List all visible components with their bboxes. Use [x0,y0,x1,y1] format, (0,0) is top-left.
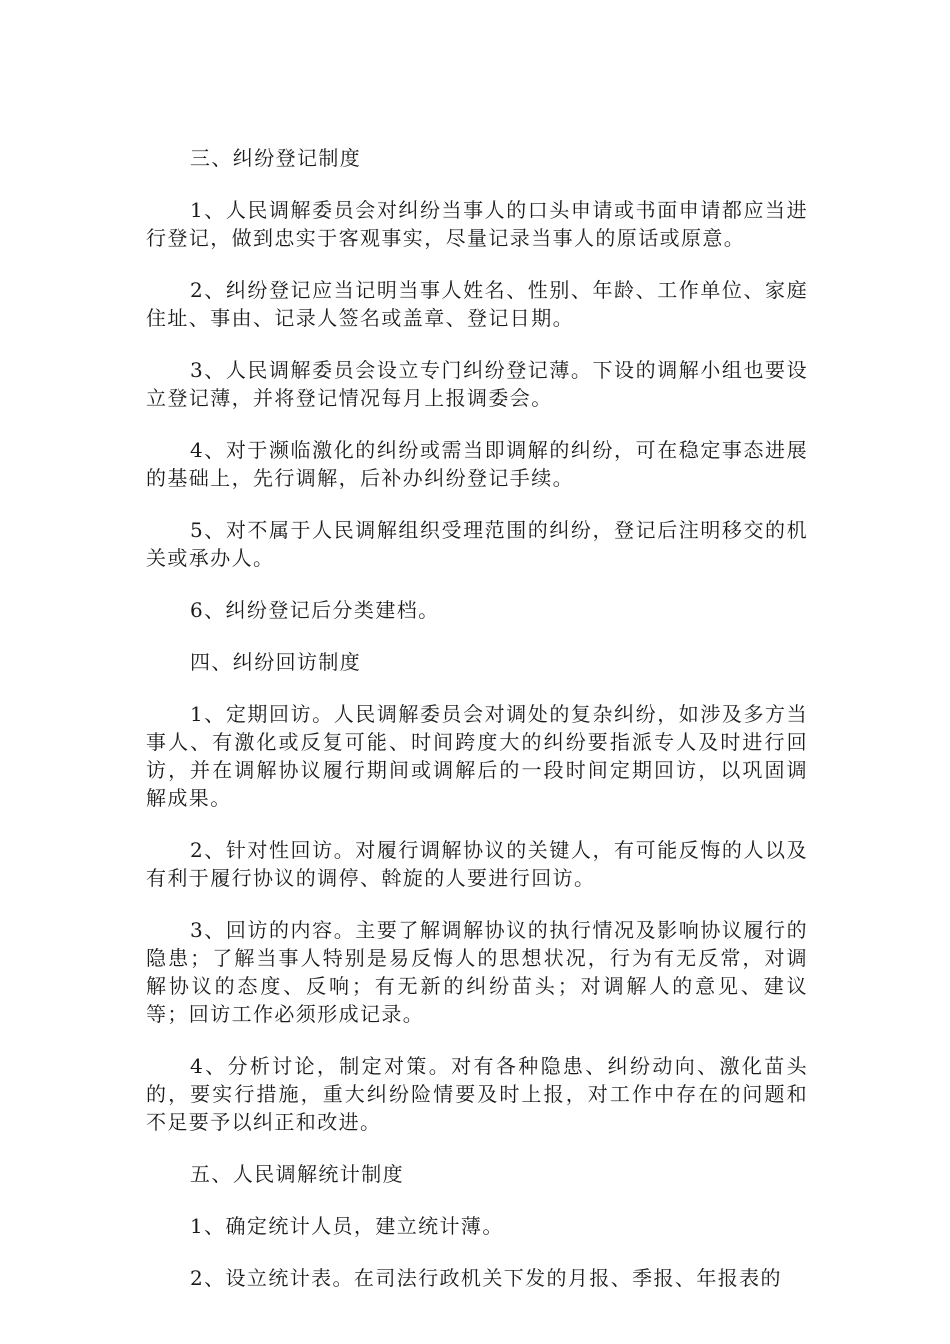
section-heading-dispute-registration: 三、纠纷登记制度 [190,146,362,170]
paragraph: 4、对于濒临激化的纠纷或需当即调解的纠纷，可在稳定事态进展的基础上，先行调解，后补办纠纷登记手续。 [146,438,808,490]
document-body [146,144,808,1316]
paragraph: 2、纠纷登记应当记明当事人姓名、性别、年龄、工作单位、家庭住址、事由、记录人签名或盖章、登记日期。 [146,278,808,330]
paragraph: 5、对不属于人民调解组织受理范围的纠纷，登记后注明移交的机关或承办人。 [146,518,808,570]
paragraph: 3、回访的内容。主要了解调解协议的执行情况及影响协议履行的隐患；了解当事人特别是易反悔人的思想状况，行为有无反常，对调解协议的态度、反响；有无新的纠纷苗头；对调解人的意见、建议等；回访工作必须形成记录。 [146,918,808,1026]
paragraph: 1、确定统计人员，建立统计薄。 [190,1214,504,1238]
section-heading-dispute-followup: 四、纠纷回访制度 [190,650,362,674]
paragraph: 2、设立统计表。在司法行政机关下发的月报、季报、年报表的 [190,1266,782,1290]
paragraph: 3、人民调解委员会设立专门纠纷登记薄。下设的调解小组也要设立登记薄，并将登记情况每月上报调委会。 [146,358,808,410]
paragraph: 2、针对性回访。对履行调解协议的关键人，有可能反悔的人以及有利于履行协议的调停、斡旋的人要进行回访。 [146,838,808,890]
paragraph: 6、纠纷登记后分类建档。 [190,598,440,622]
paragraph: 1、定期回访。人民调解委员会对调处的复杂纠纷，如涉及多方当事人、有激化或反复可能、时间跨度大的纠纷要指派专人及时进行回访，并在调解协议履行期间或调解后的一段时间定期回访，以巩固调解成果。 [146,702,808,810]
paragraph: 4、分析讨论，制定对策。对有各种隐患、纠纷动向、激化苗头的，要实行措施，重大纠纷险情要及时上报，对工作中存在的问题和不足要予以纠正和改进。 [146,1054,808,1134]
paragraph: 1、人民调解委员会对纠纷当事人的口头申请或书面申请都应当进行登记，做到忠实于客观事实，尽量记录当事人的原话或原意。 [146,198,808,250]
section-heading-mediation-statistics: 五、人民调解统计制度 [190,1162,404,1186]
